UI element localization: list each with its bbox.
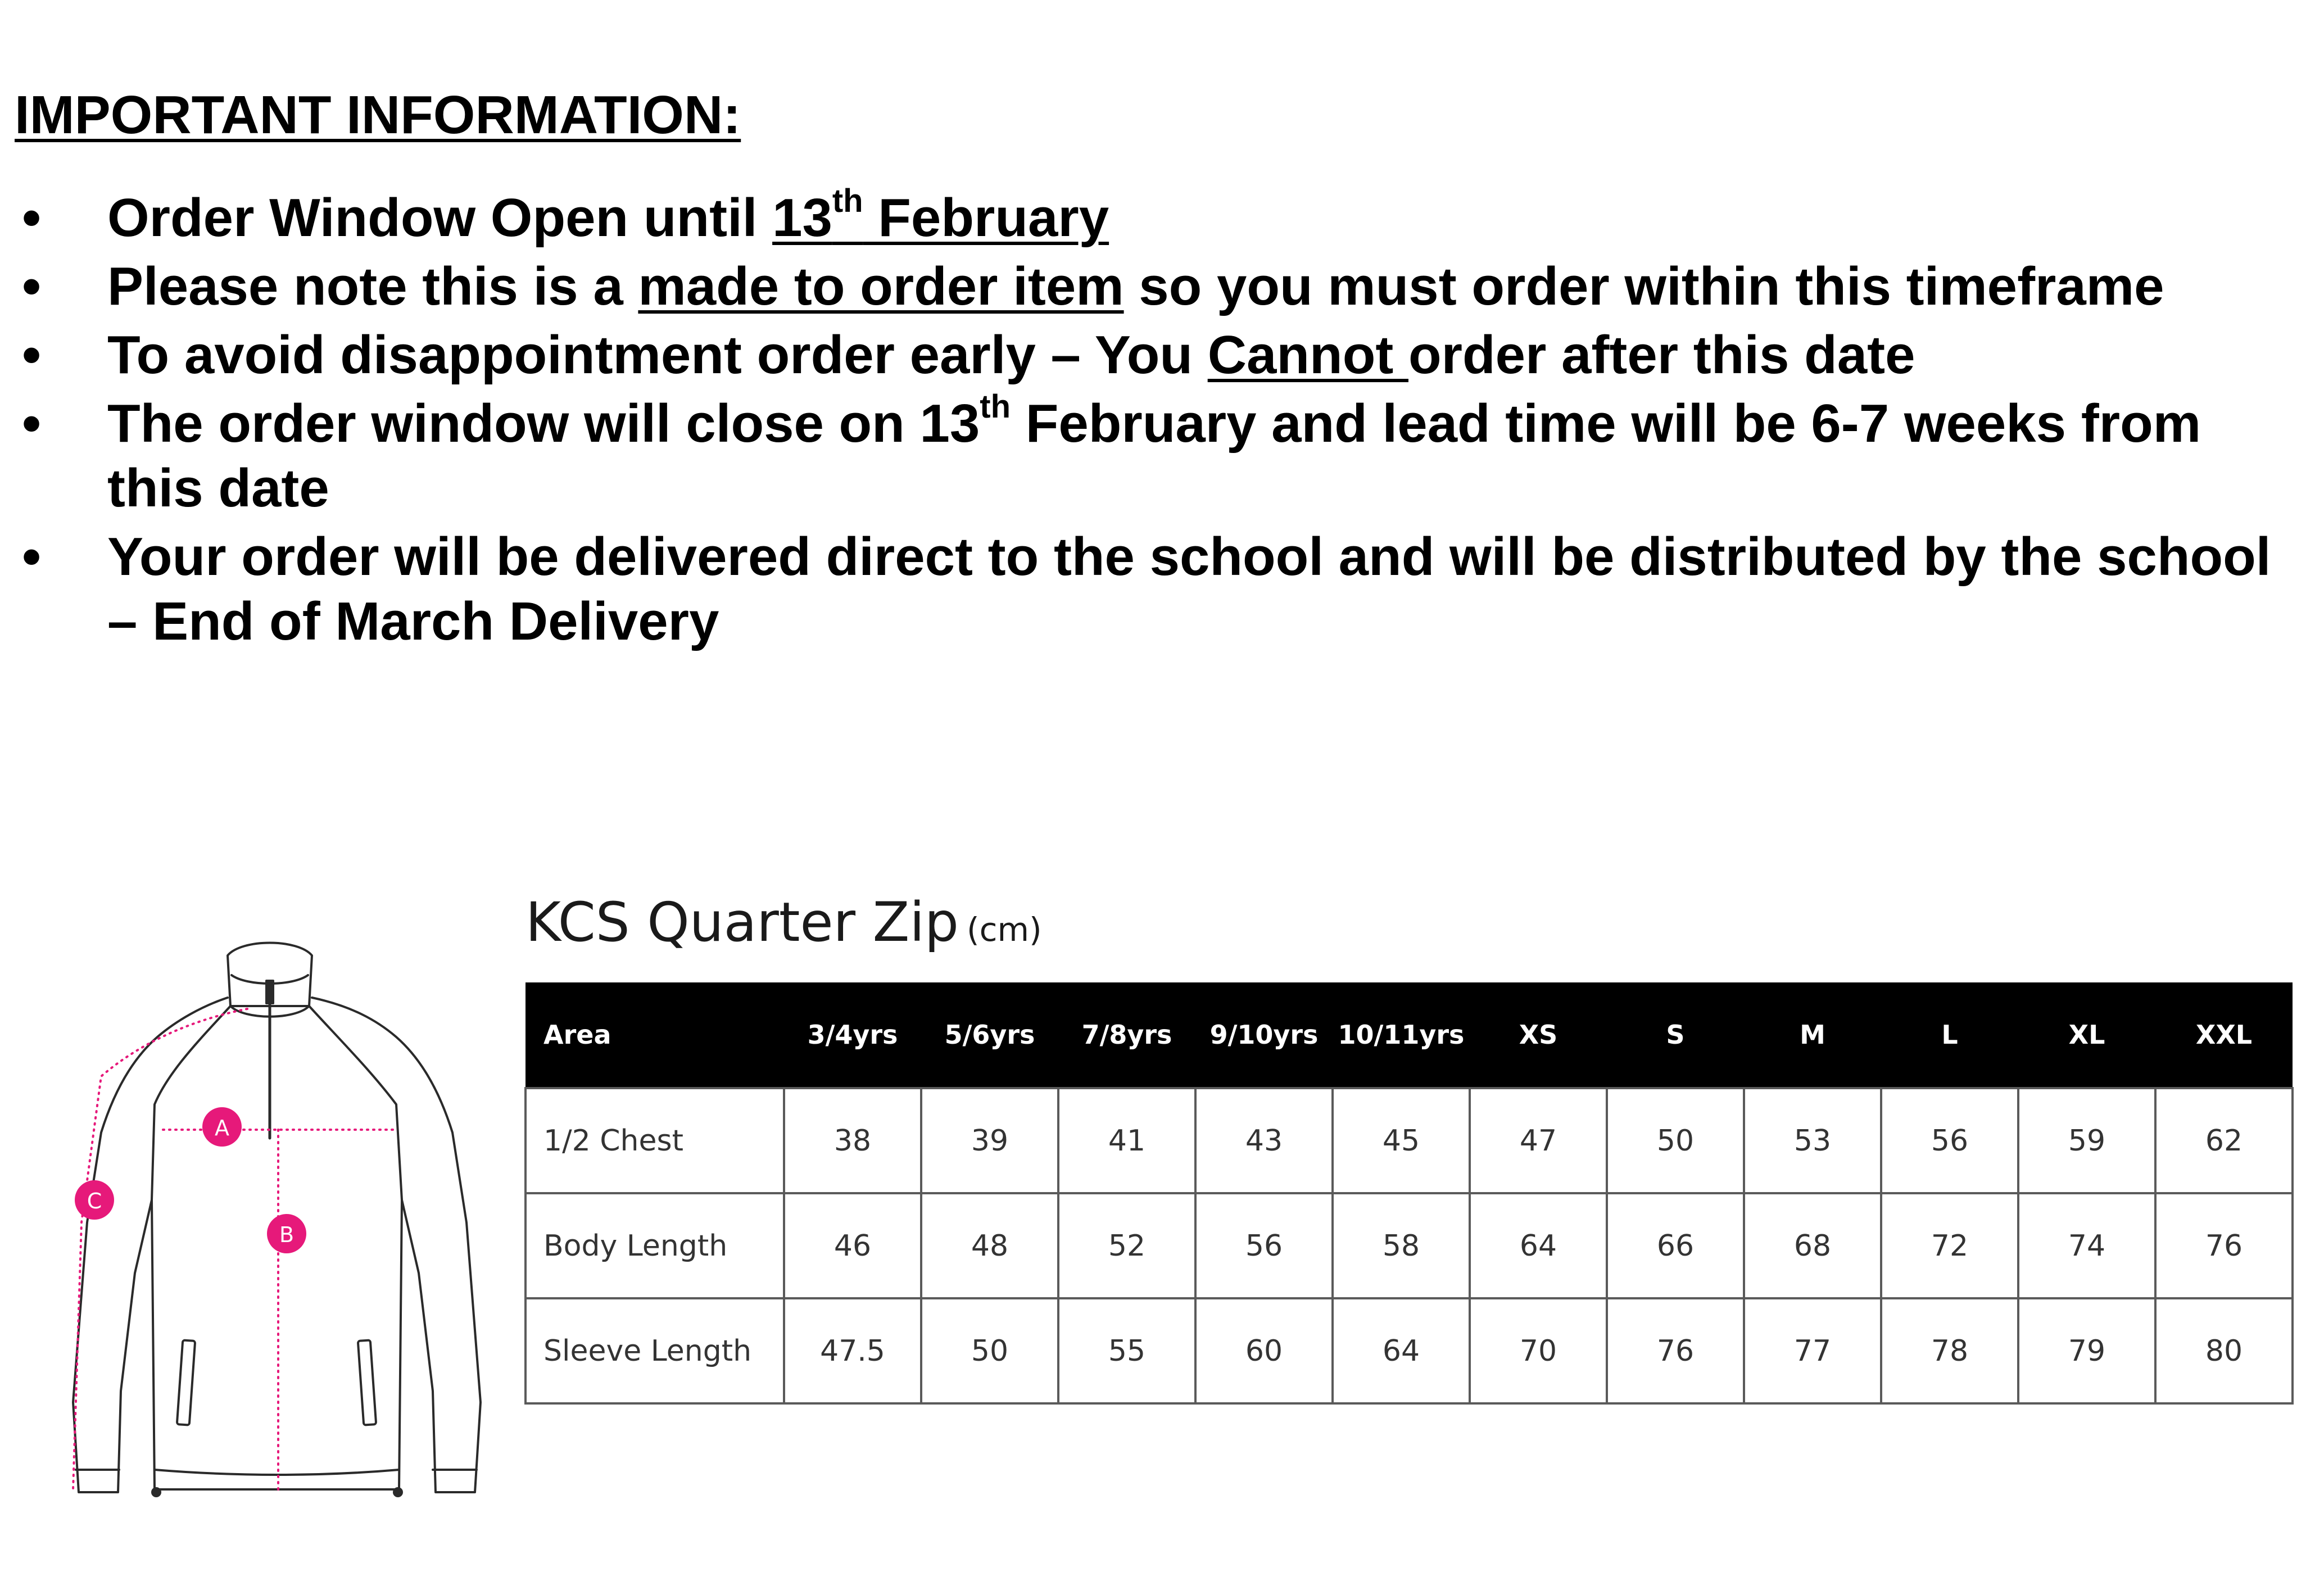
bullet-icon: •	[22, 325, 41, 385]
column-header-size: 10/11yrs	[1333, 982, 1470, 1088]
column-header-area: Area	[525, 982, 784, 1088]
table-cell: 43	[1195, 1088, 1333, 1193]
column-header-size: 7/8yrs	[1058, 982, 1195, 1088]
table-cell: 66	[1607, 1193, 1744, 1298]
marker-c-icon	[75, 1180, 114, 1220]
table-row	[525, 1298, 2293, 1403]
marker-a-label: A	[215, 1116, 229, 1140]
table-cell: 70	[1470, 1298, 1607, 1403]
table-cell: 80	[2155, 1298, 2293, 1403]
info-bullet-window-close: • The order window will close on 13th February and lead time will be 6-7 weeks from this date	[15, 391, 2308, 520]
size-table	[524, 982, 2294, 1405]
info-bullet-list	[15, 185, 2308, 654]
table-row	[525, 1193, 2293, 1298]
table-cell: 50	[1607, 1088, 1744, 1193]
table-cell: 64	[1333, 1298, 1470, 1403]
table-cell: 48	[921, 1193, 1058, 1298]
marker-a-icon	[202, 1107, 242, 1147]
info-bullet-order-window: • Order Window Open until 13th February	[15, 185, 2308, 250]
row-label: 1/2 Chest	[525, 1088, 784, 1193]
bullet-icon: •	[22, 256, 41, 316]
table-cell: 56	[1195, 1193, 1333, 1298]
important-information	[15, 79, 2308, 658]
table-cell: 39	[921, 1088, 1058, 1193]
row-label: Body Length	[525, 1193, 784, 1298]
table-cell: 72	[1881, 1193, 2018, 1298]
table-header-row	[525, 982, 2293, 1088]
column-header-size: 5/6yrs	[921, 982, 1058, 1088]
bullet-icon: •	[22, 393, 41, 454]
marker-b-icon	[267, 1214, 306, 1253]
info-bullet-delivery: • Your order will be delivered direct to the school and will be distributed by the school – End of March Delivery	[15, 524, 2308, 654]
row-label: Sleeve Length	[525, 1298, 784, 1403]
marker-b-label: B	[279, 1222, 295, 1247]
table-cell: 38	[784, 1088, 921, 1193]
table-cell: 46	[784, 1193, 921, 1298]
column-header-size: M	[1744, 982, 1881, 1088]
column-header-size: 9/10yrs	[1195, 982, 1333, 1088]
info-heading: IMPORTANT INFORMATION:	[15, 85, 741, 145]
table-cell: 76	[1607, 1298, 1744, 1403]
table-cell: 76	[2155, 1193, 2293, 1298]
table-row	[525, 1088, 2293, 1193]
table-cell: 58	[1333, 1193, 1470, 1298]
table-cell: 77	[1744, 1298, 1881, 1403]
table-cell: 52	[1058, 1193, 1195, 1298]
column-header-size: XL	[2018, 982, 2155, 1088]
column-header-size: 3/4yrs	[784, 982, 921, 1088]
table-cell: 79	[2018, 1298, 2155, 1403]
table-cell: 60	[1195, 1298, 1333, 1403]
table-cell: 59	[2018, 1088, 2155, 1193]
bullet-icon: •	[22, 188, 41, 248]
table-cell: 64	[1470, 1193, 1607, 1298]
table-cell: 62	[2155, 1088, 2293, 1193]
table-cell: 78	[1881, 1298, 2018, 1403]
column-header-size: XXL	[2155, 982, 2293, 1088]
table-cell: 50	[921, 1298, 1058, 1403]
table-cell: 41	[1058, 1088, 1195, 1193]
table-cell: 47.5	[784, 1298, 921, 1403]
info-bullet-made-to-order: • Please note this is a made to order item so you must order within this timeframe	[15, 254, 2308, 319]
column-header-size: S	[1607, 982, 1744, 1088]
table-cell: 55	[1058, 1298, 1195, 1403]
bullet-icon: •	[22, 527, 41, 587]
column-header-size: XS	[1470, 982, 1607, 1088]
table-cell: 45	[1333, 1088, 1470, 1193]
size-chart-title: KCS Quarter Zip (cm)	[525, 891, 1042, 954]
table-cell: 68	[1744, 1193, 1881, 1298]
size-chart-unit: (cm)	[966, 910, 1042, 949]
info-bullet-order-early: • To avoid disappointment order early – You Cannot order after this date	[15, 323, 2308, 387]
quarter-zip-diagram	[56, 908, 500, 1503]
table-cell: 56	[1881, 1088, 2018, 1193]
size-chart-section	[0, 854, 2324, 1529]
column-header-size: L	[1881, 982, 2018, 1088]
table-cell: 47	[1470, 1088, 1607, 1193]
table-cell: 74	[2018, 1193, 2155, 1298]
marker-c-label: C	[87, 1189, 102, 1213]
table-cell: 53	[1744, 1088, 1881, 1193]
